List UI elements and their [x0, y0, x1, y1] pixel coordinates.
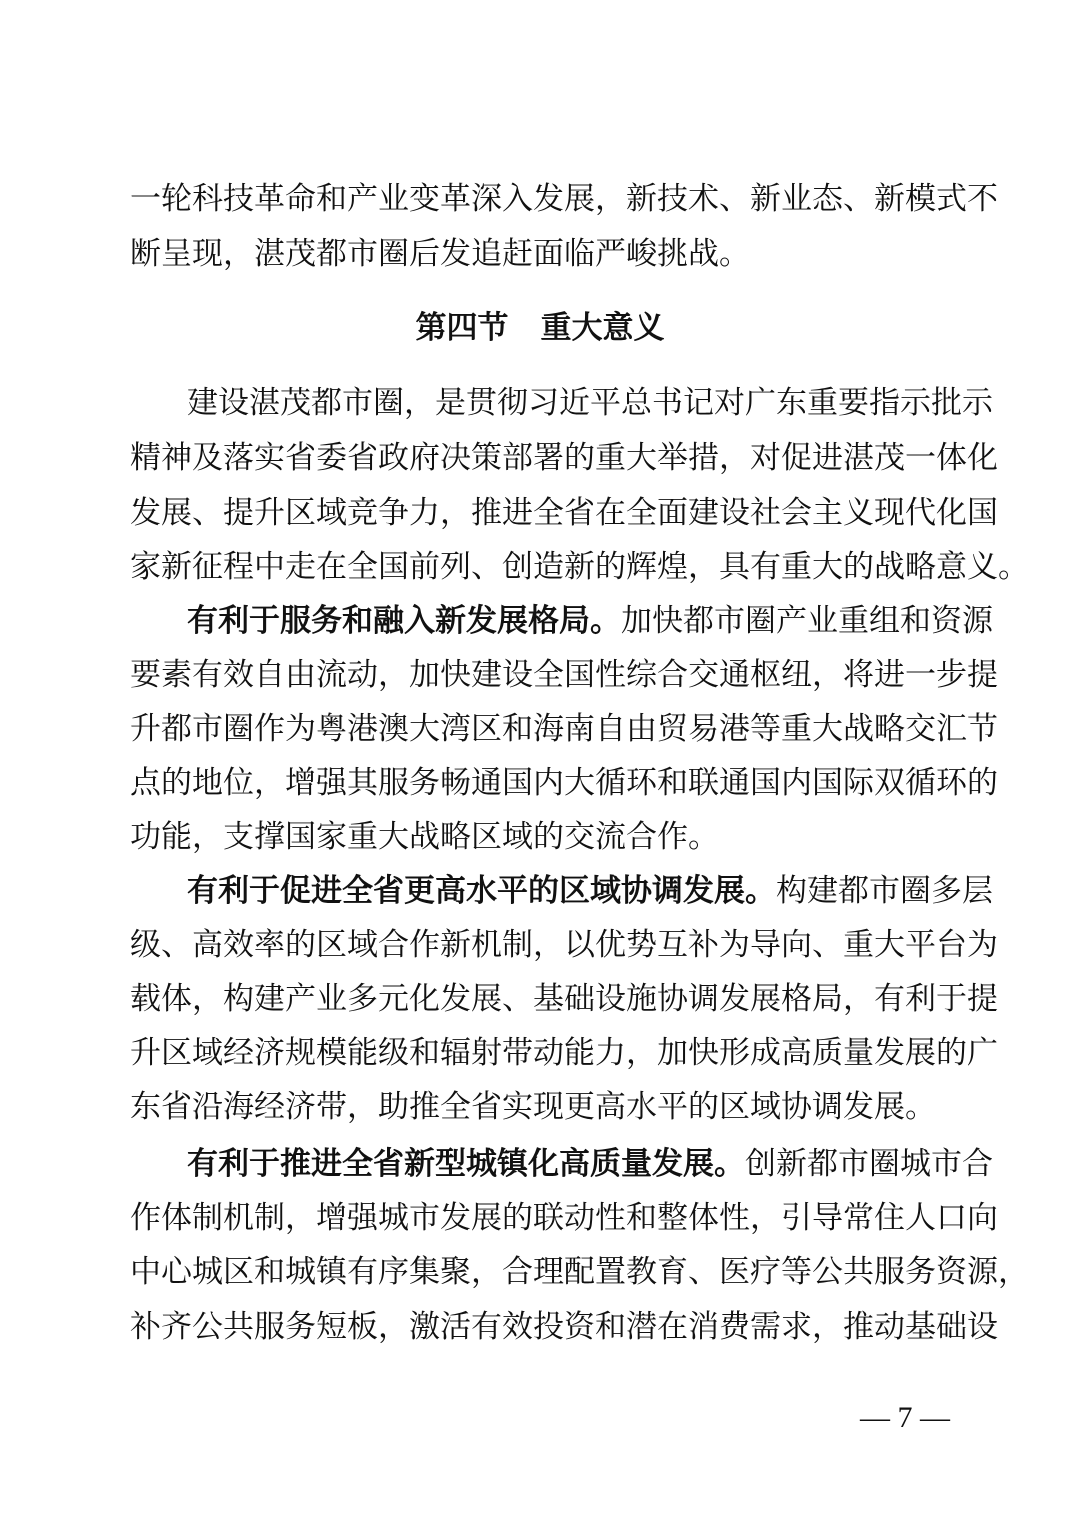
para4-first-rest: 创新都市圈城市合: [745, 1146, 993, 1182]
section-number: 第四节: [415, 310, 509, 346]
section-title: 重大意义: [540, 310, 665, 346]
para4-line-2: 作体制机制，增强城市发展的联动性和整体性，引导常住人口向: [130, 1200, 998, 1236]
intro-line-1: 一轮科技革命和产业变革深入发展，新技术、新业态、新模式不: [130, 181, 998, 217]
para3-first-rest: 构建都市圈多层: [776, 873, 993, 909]
para2-heading: 有利于服务和融入新发展格局。: [187, 603, 621, 639]
para3-line-2: 级、高效率的区域合作新机制，以优势互补为导向、重大平台为: [130, 927, 998, 963]
para3-line-3: 载体，构建产业多元化发展、基础设施协调发展格局，有利于提: [130, 981, 998, 1017]
para2-line-3: 升都市圈作为粤港澳大湾区和海南自由贸易港等重大战略交汇节: [130, 711, 998, 747]
para4-line-3: 中心城区和城镇有序集聚，合理配置教育、医疗等公共服务资源，: [130, 1254, 1029, 1290]
para2-line-1: [187, 593, 993, 649]
section-heading: [0, 300, 1080, 356]
para3-line-4: 升区域经济规模能级和辐射带动能力，加快形成高质量发展的广: [130, 1035, 998, 1071]
para2-line-4: 点的地位，增强其服务畅通国内大循环和联通国内国际双循环的: [130, 765, 998, 801]
para2-line-2: 要素有效自由流动，加快建设全国性综合交通枢纽，将进一步提: [130, 657, 998, 693]
page-number: — 7 —: [860, 1401, 950, 1434]
intro-line-2: 断呈现，湛茂都市圈后发追赶面临严峻挑战。: [130, 236, 750, 272]
para1-line-4: 家新征程中走在全国前列、创造新的辉煌，具有重大的战略意义。: [130, 549, 1029, 585]
para3-line-5: 东省沿海经济带，助推全省实现更高水平的区域协调发展。: [130, 1089, 936, 1125]
para3-line-1: [187, 863, 993, 919]
para4-line-4: 补齐公共服务短板，激活有效投资和潜在消费需求，推动基础设: [130, 1309, 998, 1345]
para1-line-2: 精神及落实省委省政府决策部署的重大举措，对促进湛茂一体化: [130, 440, 998, 476]
para3-heading: 有利于促进全省更高水平的区域协调发展。: [187, 873, 776, 909]
para2-line-5: 功能，支撑国家重大战略区域的交流合作。: [130, 819, 719, 855]
para4-line-1: [187, 1136, 993, 1192]
para2-first-rest: 加快都市圈产业重组和资源: [621, 603, 993, 639]
para1-line-1: 建设湛茂都市圈，是贯彻习近平总书记对广东重要指示批示: [187, 385, 993, 421]
para4-heading: 有利于推进全省新型城镇化高质量发展。: [187, 1146, 745, 1182]
para1-line-3: 发展、提升区域竞争力，推进全省在全面建设社会主义现代化国: [130, 495, 998, 531]
